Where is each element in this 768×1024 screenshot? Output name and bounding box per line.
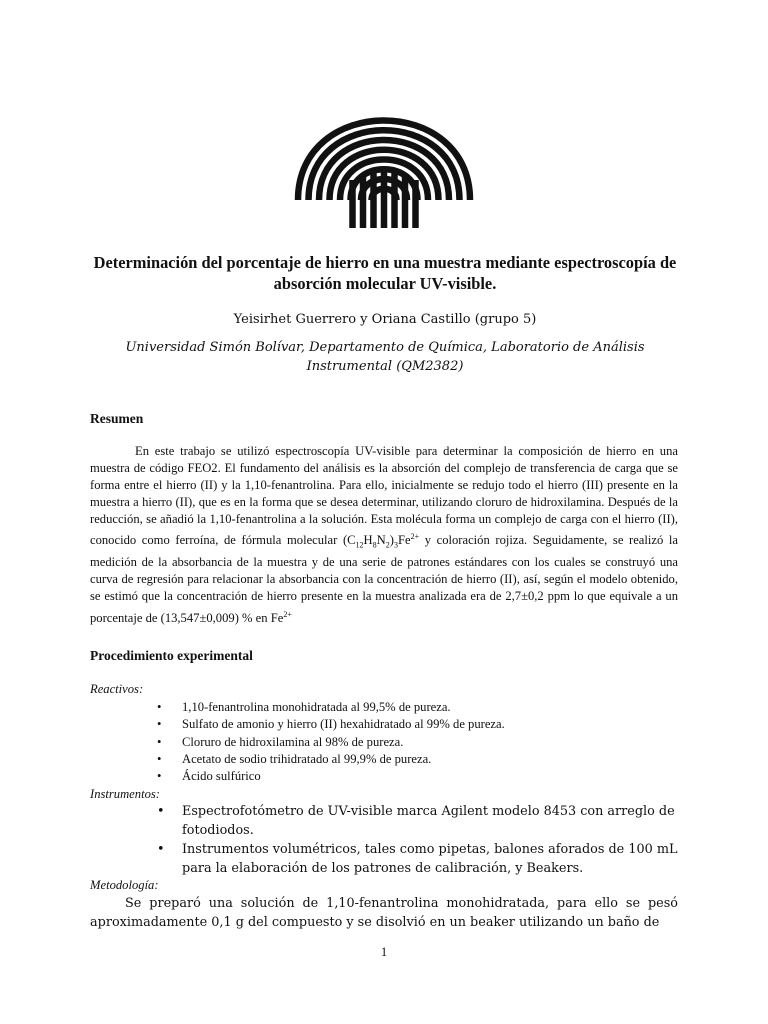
bullet: • [157, 751, 162, 766]
bullet: • [157, 700, 162, 714]
authors: Yeisirhet Guerrero y Oriana Castillo (grupo 5) [233, 312, 537, 327]
bullet: • [157, 842, 165, 858]
formula-sub-3: 3 [393, 541, 398, 551]
formula-fe: Fe [397, 533, 411, 548]
list-item: • Cloruro de hidroxilamina al 98% de pureza. [90, 734, 680, 751]
abstract-text-part1: En este trabajo se utilizó espectroscopía UV-visible para determinar la composición de hierro en una muestra de código FEO2. El fundamento del análisis es la absorción del complejo de transferencia de carga que se forma entre el hierro (II) y la 1,10-fenantrolina. Para ello, inicialmente se redujo todo el hierro (III) presente en la muestra a hierro (II), que es en la forma que se desea determinar, utilizando cloruro de hidroxilamina. Después de la reducción, se añadió la 1,10-fenantrolina a la solución. Esta molécula forma un complejo de carga con el hierro (II), conocido como ferroína, de fórmula molecular (C [90, 444, 678, 548]
formula-sub-h: 8 [372, 541, 377, 551]
resumen-heading: Resumen [90, 411, 144, 426]
list-item: • Ácido sulfúrico [90, 768, 680, 785]
reactivos-label: Reactivos: [90, 682, 144, 696]
instrumentos-label: Instrumentos: [90, 787, 160, 801]
procedimiento-heading: Procedimiento experimental [90, 648, 253, 663]
list-item: • Instrumentos volumétricos, tales como pipetas, balones aforados de 100 mL para la elaboración de los patrones de calibración, y Beakers. [157, 842, 678, 876]
abstract-paragraph [90, 443, 678, 627]
fe-charge: 2+ [283, 609, 292, 619]
list-item: • Sulfato de amonio y hierro (II) hexahidratado al 99% de pureza. [90, 716, 680, 733]
bullet: • [157, 804, 165, 819]
metodologia-label: Metodología: [90, 878, 159, 892]
list-item: • Espectrofotómetro de UV-visible marca Agilent modelo 8453 con arreglo de fotodiodos. [157, 804, 675, 838]
abstract-text-part2: y coloración rojiza. Seguidamente, se realizó la medición de la absorbancia de la muestra y de una serie de patrones estándares con los cuales se construyó una curva de regresión para relacionar la absorbancia con la concentración de hierro (II), así, según el modelo obtenido, se estimó que la concentración de hierro presente en la muestra analizada era de 2,7±0,2 ppm lo que equivale a un porcentaje de (13,547±0,009) % en Fe [90, 533, 678, 625]
bullet: • [157, 769, 162, 784]
paper-title: Determinación del porcentaje de hierro en una muestra mediante espectroscopía de absorción molecular UV-visible. [93, 253, 677, 293]
affiliation: Universidad Simón Bolívar, Departamento de Química, Laboratorio de Análisis Instrumental (QM2382) [125, 340, 645, 374]
formula-h: H [363, 533, 373, 548]
formula-sub-n: 2 [385, 541, 390, 551]
university-logo [294, 108, 474, 234]
bullet: • [157, 734, 162, 749]
list-item: • Acetato de sodio trihidratado al 99,9% de pureza. [90, 751, 680, 768]
bullet: • [157, 717, 162, 732]
page-number: 1 [380, 945, 388, 959]
list-item: • 1,10-fenantrolina monohidratada al 99,5% de pureza. [90, 699, 680, 716]
formula-n: N [376, 533, 386, 548]
metodologia-paragraph: Se preparó una solución de 1,10-fenantrolina monohidratada, para ello se pesó aproximadamente 0,1 g del compuesto y se disolvió en un beaker utilizando un baño de [90, 896, 678, 930]
reactivos-list [90, 699, 680, 785]
formula-charge: 2+ [410, 532, 420, 542]
formula-paren: ) [389, 533, 394, 548]
formula-sub-c: 12 [355, 541, 364, 551]
instrumentos-list [90, 803, 680, 879]
